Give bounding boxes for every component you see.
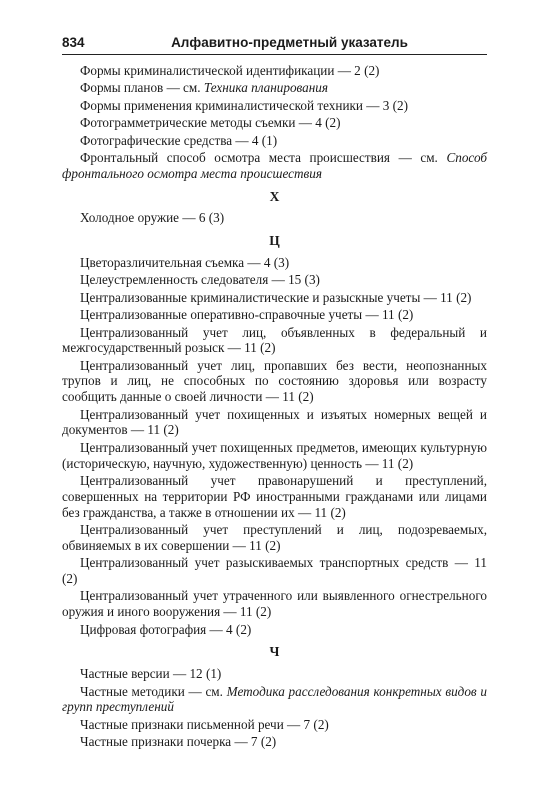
entry-text: Централизованный учет правонарушений и преступлений, совершенных на территории РФ иностранными гражданами или лицами без гражданства, а также в отношении их — 11 (2) <box>62 473 487 520</box>
running-title: Алфавитно-предметный указатель <box>171 35 408 50</box>
entry-text: Формы криминалистической идентификации — 2 (2) <box>80 63 380 78</box>
index-entry <box>62 307 487 323</box>
entry-text: Централизованный учет лиц, пропавших без вести, неопознанных трупов и лиц, не способных по состоянию здоровья или возрасту сообщить данные о своей личности — 11 (2) <box>62 357 487 405</box>
entry-text: Формы применения криминалистической техники — 3 (2) <box>80 97 409 113</box>
entry-text: Централизованный учет разыскиваемых транспортных средств — 11 (2) <box>62 555 487 587</box>
entry-text: Частные методики — см. <box>80 683 227 699</box>
index-entry <box>62 150 487 182</box>
index-entry <box>62 98 487 114</box>
entry-text: Холодное оружие — 6 (3) <box>80 210 225 226</box>
index-entry <box>62 473 487 520</box>
index-content <box>62 63 487 752</box>
index-entry <box>62 115 487 131</box>
index-entry <box>62 290 487 306</box>
section-letter: Х <box>269 188 280 204</box>
index-entry <box>62 63 487 79</box>
index-entry <box>62 133 487 149</box>
index-entry <box>62 325 487 357</box>
page-number: 834 <box>62 35 85 50</box>
entry-text: Фронтальный способ осмотра места происшествия — см. <box>80 149 447 165</box>
entry-text: Цветоразличительная съемка — 4 (3) <box>80 254 290 270</box>
index-entry <box>62 358 487 405</box>
index-entry <box>62 622 487 638</box>
index-entry <box>62 80 487 96</box>
index-entry <box>62 555 487 587</box>
entry-text: Централизованный учет лиц, объявленных в федеральный и межгосударственный розыск — 11 (2) <box>62 324 487 356</box>
index-entry <box>62 666 487 682</box>
entry-text: Централизованный учет утраченного или выявленного огнестрельного оружия и иного вооружения — 11 (2) <box>62 588 487 620</box>
index-entry <box>62 440 487 472</box>
entry-text: Централизованный учет похищенных и изъятых номерных вещей и документов — 11 (2) <box>62 406 487 438</box>
entry-text: Частные признаки почерка — 7 (2) <box>80 734 277 750</box>
index-entry <box>62 734 487 750</box>
entry-text: Централизованный учет преступлений и лиц, подозреваемых, обвиняемых в их совершении — 11 (2) <box>62 522 487 553</box>
page-header <box>62 34 487 55</box>
section-letter: Ц <box>269 233 280 249</box>
cross-reference: Способ фронтального осмотра места происшествия <box>62 149 487 181</box>
cross-reference: Методика расследования конкретных видов и групп преступлений <box>62 683 487 715</box>
entry-text: Частные признаки письменной речи — 7 (2) <box>80 716 329 732</box>
index-entry <box>62 210 487 226</box>
index-entry <box>62 407 487 439</box>
entry-text: Фотографические средства — 4 (1) <box>80 132 278 148</box>
entry-text: Централизованный учет похищенных предметов, имеющих культурную (историческую, научную, художественную) ценность — 11 (2) <box>62 439 487 471</box>
index-entry <box>62 588 487 620</box>
entry-text: Формы планов — см. <box>80 80 204 96</box>
entry-text: Централизованные оперативно-справочные учеты — 11 (2) <box>80 307 414 323</box>
entry-text: Цифровая фотография — 4 (2) <box>80 621 252 637</box>
section-letter: Ч <box>269 644 280 660</box>
index-entry <box>62 717 487 733</box>
index-entry <box>62 272 487 288</box>
cross-reference: Техника планирования <box>203 80 329 96</box>
entry-text: Фотограмметрические методы съемки — 4 (2) <box>80 115 341 131</box>
entry-text: Частные версии — 12 (1) <box>80 666 222 682</box>
index-entry <box>62 684 487 716</box>
index-entry <box>62 255 487 271</box>
entry-text: Централизованные криминалистические и разыскные учеты — 11 (2) <box>80 289 472 305</box>
entry-text: Целеустремленность следователя — 15 (3) <box>80 272 320 288</box>
index-entry <box>62 522 487 554</box>
